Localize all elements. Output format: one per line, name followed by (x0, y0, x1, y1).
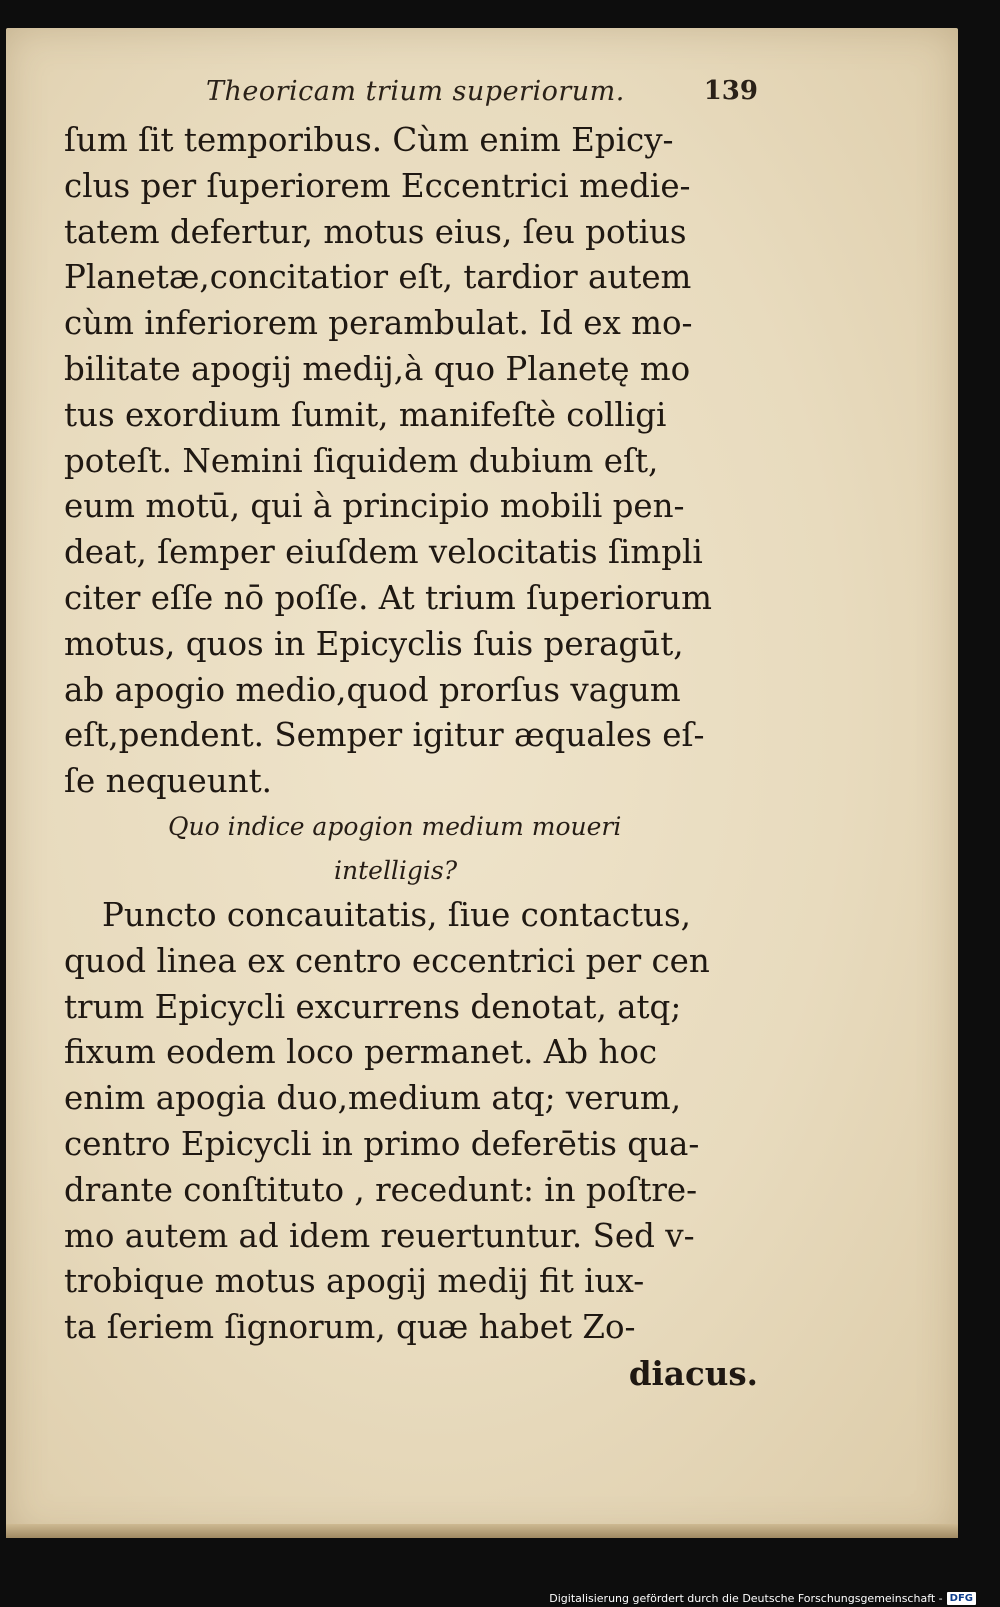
running-head: Theoricam trium superiorum. (206, 76, 625, 107)
text-line: eſt,pendent. Semper igitur æquales eſ- (64, 716, 705, 755)
question-heading: intelligis? (334, 855, 458, 885)
text-line: fixum eodem loco permanet. Ab hoc (64, 1033, 658, 1072)
text-line: poteſt. Nemini ſiquidem dubium eſt, (64, 441, 659, 480)
text-line: ſe nequeunt. (64, 762, 272, 801)
catchword: diacus. (628, 1353, 758, 1393)
question-heading: Quo indice apogion medium moueri (168, 811, 622, 841)
text-line: ſum ſit temporibus. Cùm enim Epicy- (64, 121, 674, 159)
dfg-logo: DFG (947, 1592, 976, 1605)
text-line: cùm inferiorem perambulat. Id ex mo- (64, 304, 693, 343)
text-line: trobique motus apogij medij fit iux- (64, 1262, 645, 1301)
text-line: mo autem ad idem reuertuntur. Sed v- (64, 1216, 695, 1255)
text-line: trum Epicycli excurrens denotat, atq; (64, 987, 682, 1026)
page-edge (6, 1524, 958, 1538)
text-line: clus per ſuperiorem Eccentrici medie- (64, 166, 691, 205)
text-line: Planetæ,concitatior eſt, tardior autem (64, 258, 692, 297)
digitization-footer (549, 1592, 976, 1605)
text-line: motus, quos in Epicyclis ſuis peragūt, (64, 624, 684, 663)
text-line: ta ſeriem ſignorum, quæ habet Zo- (64, 1308, 636, 1347)
text-line: citer eſſe nō poſſe. At trium ſuperiorum (64, 578, 712, 617)
text-block (64, 118, 764, 1397)
page-number: 139 (703, 76, 758, 106)
text-line: tatem defertur, motus eius, ſeu potius (64, 212, 687, 251)
text-line: eum motū, qui à principio mobili pen- (64, 487, 685, 526)
footer-text: Digitalisierung gefördert durch die Deutsche Forschungsgemeinschaft - (549, 1592, 943, 1605)
text-line: centro Epicycli in primo deferētis qua- (64, 1124, 700, 1163)
book-page (6, 28, 958, 1538)
text-line: bilitate apogij medij,à quo Planetę mo (64, 349, 691, 388)
text-line: deat, ſemper eiuſdem velocitatis ſimpli (64, 533, 703, 572)
text-line: drante conſtituto , recedunt: in poſtre- (64, 1170, 698, 1209)
text-line: Puncto concauitatis, ſiue contactus, (102, 895, 691, 934)
text-line: enim apogia duo,medium atq; verum, (64, 1079, 682, 1118)
text-line: quod linea ex centro eccentrici per cen (64, 941, 710, 980)
text-line: tus exordium ſumit, manifeſtè colligi (64, 395, 667, 434)
text-line: ab apogio medio,quod prorſus vagum (64, 670, 681, 709)
